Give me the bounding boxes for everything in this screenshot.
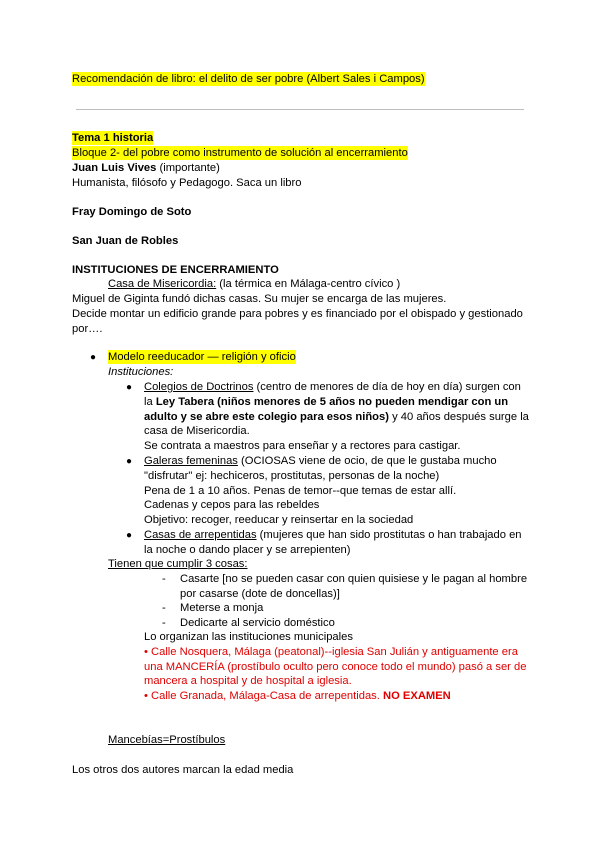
bullet-icon: ● [126,382,133,393]
casa-rest: (la térmica en Málaga-centro cívico ) [216,278,401,290]
colegios-adulto: adulto y se abre este colegio para esos niños) [144,411,389,423]
recommendation-line: Recomendación de libro: el delito de ser pobre (Albert Sales i Campos) [72,73,425,85]
decide-line-1: Decide montar un edificio grande para pobres y es financiado por el obispado y gestionado [72,308,523,320]
dash-item-1-line-1: Casarte [no se pueden casar con quien quisiese y le pagan al hombre [180,573,528,585]
colegios-title: Colegios de Doctrinos [144,381,254,393]
instituciones-heading: INSTITUCIONES DE ENCERRAMIENTO [72,264,279,276]
colegios-rest: (centro de menores de día de hoy en día) surgen con [253,381,521,393]
arrepentidas-rest: (mujeres que han sido prostitutas o han trabajado en [256,529,522,541]
arrepentidas-title: Casas de arrepentidas [144,529,257,541]
colegios-line-4: casa de Misericordia. [144,425,250,437]
colegios-maestros: Se contrata a maestros para enseñar y a rectores para castigar. [144,440,461,452]
dash-item-2: Meterse a monja [180,602,264,614]
calle2-line [144,689,451,703]
robles-heading: San Juan de Robles [72,235,179,247]
vives-desc: Humanista, filósofo y Pedagogo. Saca un libro [72,177,302,189]
calle1-line-2: una MANCERÍA (prostíbulo oculto pero conoce todo el mundo) pasó a ser de [144,661,527,673]
galeras-pena: Pena de 1 a 10 años. Penas de temor--que temas de estar allí. [144,485,457,497]
colegios-la: la [144,396,156,408]
mancebias-line: Mancebías=Prostíbulos [108,734,226,746]
horizontal-divider [76,109,524,110]
tienen-line: Tienen que cumplir 3 cosas: [108,558,248,570]
otros-autores-line: Los otros dos autores marcan la edad media [72,764,294,776]
galeras-title: Galeras femeninas [144,455,238,467]
casa-line [108,277,400,291]
vives-note: (importante) [156,162,220,174]
modelo-line: Modelo reeducador — religión y oficio [108,351,296,363]
colegios-line-3 [144,410,529,424]
soto-heading: Fray Domingo de Soto [72,206,192,218]
dash-icon: - [162,573,166,585]
decide-line-2: por…. [72,323,103,335]
arrepentidas-line-2: la noche o dando placer y se arrepienten) [144,544,351,556]
galeras-rest: (OCIOSAS viene de ocio, de que le gustaba mucho [237,455,497,467]
bloque-line: Bloque 2- del pobre como instrumento de solución al encerramiento [72,147,408,159]
vives-name: Juan Luis Vives [72,162,157,174]
colegios-line-2 [144,395,508,409]
calle1-line-1: • Calle Nosquera, Málaga (peatonal)--iglesia San Julián y antiguamente era [144,646,518,658]
dash-icon: - [162,602,166,614]
bullet-icon: ● [126,456,133,467]
tema-heading: Tema 1 historia [72,132,154,144]
organizan-line: Lo organizan las instituciones municipales [144,631,353,643]
galeras-cadenas: Cadenas y cepos para las rebeldes [144,499,320,511]
bullet-icon: ● [90,352,97,363]
instituciones-label: Instituciones: [108,366,174,378]
vives-line [72,161,220,175]
giginta-line: Miguel de Giginta fundó dichas casas. Su mujer se encarga de las mujeres. [72,293,447,305]
no-examen-label: NO EXAMEN [383,690,451,702]
galeras-line-1 [144,454,497,468]
galeras-objetivo: Objetivo: recoger, reeducar y reinsertar en la sociedad [144,514,414,526]
bullet-icon: ● [126,530,133,541]
ley-tabera: Ley Tabera (niños menores de 5 años no pueden mendigar con un [155,396,509,408]
calle1-line-3: mancera a hospital y de hospital a iglesia. [144,675,352,687]
arrepentidas-line-1 [144,528,522,542]
colegios-line-1 [144,380,521,394]
dash-item-1-line-2: por casarse (dote de doncellas)] [180,588,340,600]
dash-item-3: Dedicarte al servicio doméstico [180,617,335,629]
colegios-rest2: y 40 años después surge la [388,411,529,423]
calle2-text: • Calle Granada, Málaga-Casa de arrepentidas. [144,690,383,702]
galeras-line-2: "disfrutar" ej: hechiceros, prostitutas, personas de la noche) [144,470,440,482]
casa-title: Casa de Misericordia: [108,278,217,290]
dash-icon: - [162,617,166,629]
